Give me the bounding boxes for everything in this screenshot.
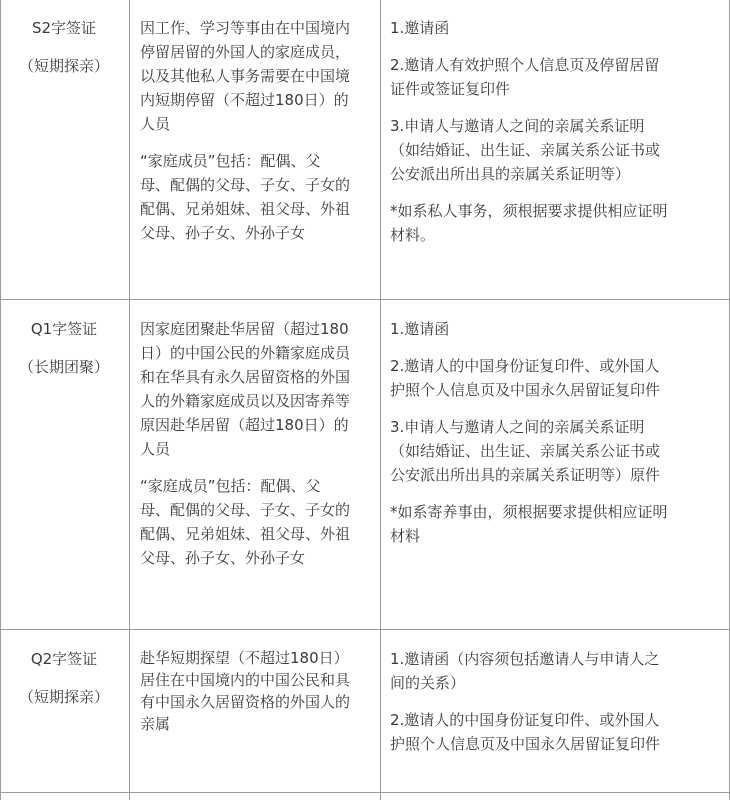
material-item-line: 2.邀请人的中国身份证复印件、或外国人 — [390, 711, 660, 729]
applicant-description-cell — [140, 16, 370, 245]
description-line: 因家庭团聚赴华居留（超过180 — [140, 320, 349, 338]
material-item-line: 3.申请人与邀请人之间的亲属关系证明 — [390, 117, 645, 135]
required-materials-cell — [390, 317, 720, 548]
column-divider-2 — [380, 0, 381, 800]
description-line: 日）的中国公民的外籍家庭成员 — [140, 344, 351, 362]
description-line: 因工作、学习等事由在中国境内 — [140, 19, 351, 37]
material-item-line: 1.邀请函（内容须包括邀请人与申请人之 — [390, 650, 660, 668]
material-item-line: 3.申请人与邀请人之间的亲属关系证明 — [390, 418, 645, 436]
description-line: 亲属 — [140, 715, 171, 733]
visa-type-name: S2字签证 — [31, 19, 97, 37]
family-definition-line: 父母、孙子女、外孙子女 — [140, 549, 306, 567]
material-item-line: 2.邀请人有效护照个人信息页及停留居留 — [390, 56, 660, 74]
table-border-left — [0, 0, 1, 800]
visa-type-purpose: （长期团聚） — [18, 358, 109, 376]
visa-type-cell — [9, 647, 119, 709]
description-line: 人员 — [140, 440, 171, 458]
row-divider-1 — [0, 299, 730, 300]
description-line: 人的外籍家庭成员以及因寄养等 — [140, 392, 351, 410]
description-line: 原因赴华居留（超过180日）的 — [140, 416, 349, 434]
material-item-line: 间的关系） — [390, 674, 466, 692]
family-definition-line: 母、配偶的父母、子女、子女的 — [140, 501, 351, 519]
family-definition-line: 配偶、兄弟姐妹、祖父母、外祖 — [140, 525, 351, 543]
material-note-line: 材料 — [390, 527, 421, 545]
family-definition-line: 配偶、兄弟姐妹、祖父母、外祖 — [140, 200, 351, 218]
description-line: 人员 — [140, 115, 171, 133]
material-item-line: （如结婚证、出生证、亲属关系公证书或 — [390, 141, 661, 159]
family-definition-line: 母、配偶的父母、子女、子女的 — [140, 176, 351, 194]
row-divider-3 — [0, 792, 730, 793]
description-line: 有中国永久居留资格的外国人的 — [140, 693, 351, 711]
row-divider-2 — [0, 629, 730, 630]
applicant-description-cell — [140, 647, 370, 735]
material-note-line: *如系私人事务，须根据要求提供相应证明 — [390, 202, 668, 220]
visa-type-name: Q2字签证 — [30, 650, 98, 668]
required-materials-cell — [390, 16, 720, 247]
visa-type-cell — [9, 16, 119, 78]
material-item-line: （如结婚证、出生证、亲属关系公证书或 — [390, 442, 661, 460]
visa-type-purpose: （短期探亲） — [18, 57, 109, 75]
description-line: 以及其他私人事务需要在中国境 — [140, 67, 351, 85]
material-note-line: 材料。 — [390, 226, 436, 244]
required-materials-cell — [390, 647, 720, 756]
description-line: 和在华具有永久居留资格的外国 — [140, 368, 351, 386]
family-definition-line: “家庭成员”包括：配偶、父 — [140, 152, 321, 170]
material-item-line: 1.邀请函 — [390, 19, 450, 37]
family-definition-line: 父母、孙子女、外孙子女 — [140, 224, 306, 242]
description-line: 赴华短期探望（不超过180日） — [140, 649, 349, 667]
material-item-line: 公安派出所出具的亲属关系证明等） — [390, 165, 631, 183]
applicant-description-cell — [140, 317, 370, 570]
column-divider-1 — [129, 0, 130, 800]
material-item-line: 护照个人信息页及中国永久居留证复印件 — [390, 735, 661, 753]
material-item-line: 护照个人信息页及中国永久居留证复印件 — [390, 381, 661, 399]
material-item-line: 证件或签证复印件 — [390, 80, 511, 98]
material-item-line: 2.邀请人的中国身份证复印件、或外国人 — [390, 357, 660, 375]
description-line: 内短期停留（不超过180日）的 — [140, 91, 349, 109]
material-item-line: 公安派出所出具的亲属关系证明等）原件 — [390, 466, 661, 484]
visa-type-cell — [9, 317, 119, 379]
description-line: 居住在中国境内的中国公民和具 — [140, 671, 351, 689]
visa-type-name: Q1字签证 — [30, 320, 98, 338]
visa-type-purpose: （短期探亲） — [18, 688, 109, 706]
description-line: 停留居留的外国人的家庭成员， — [140, 43, 351, 61]
family-definition-line: “家庭成员”包括：配偶、父 — [140, 477, 321, 495]
material-item-line: 1.邀请函 — [390, 320, 450, 338]
material-note-line: *如系寄养事由，须根据要求提供相应证明 — [390, 503, 668, 521]
